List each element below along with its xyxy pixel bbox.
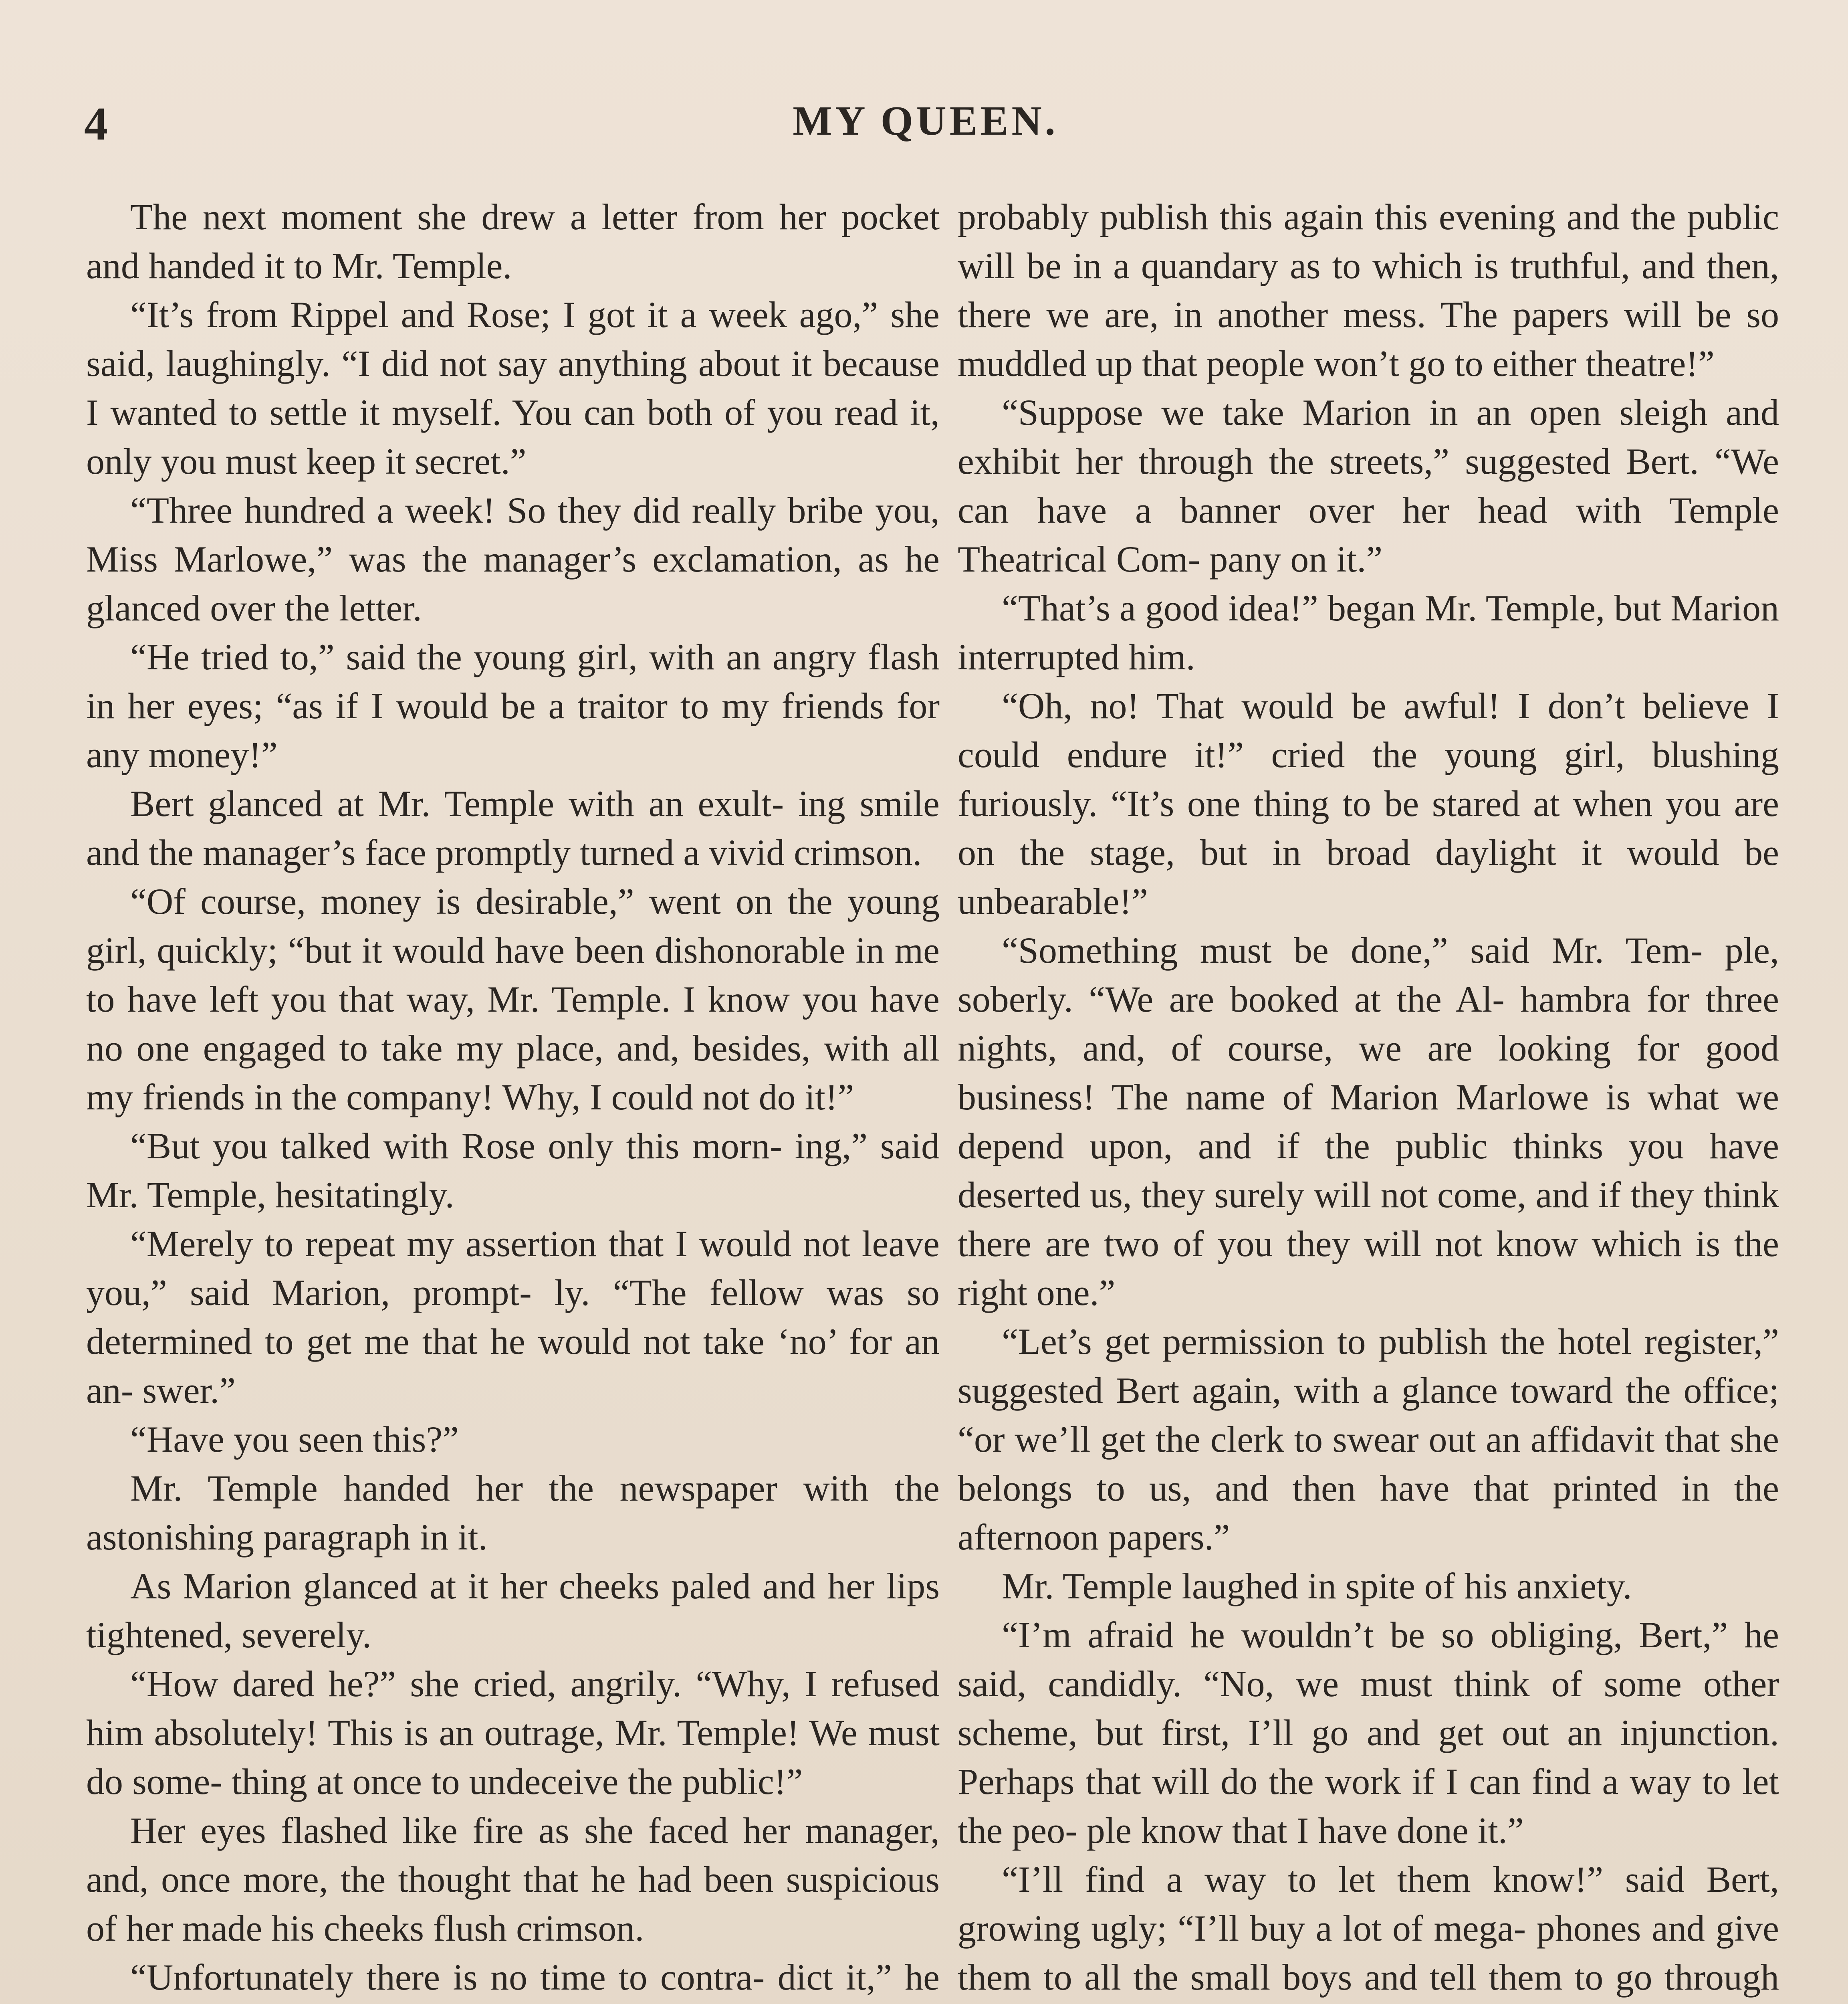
paragraph: Mr. Temple handed her the newspaper with the astonishing paragraph in it. bbox=[86, 1468, 940, 1558]
paragraph: “I’m afraid he wouldn’t be so obliging, Bert,” he said, candidly. “No, we must think of some other scheme, but first, I’ll go and get out an injunction. Perhaps that will do the work if I can find a way to let the peo- ple know that I have done it.” bbox=[958, 1614, 1779, 1851]
paragraph: The next moment she drew a letter from her pocket and handed it to Mr. Temple. bbox=[86, 196, 940, 286]
paragraph: “Oh, no! That would be awful! I don’t believe I could endure it!” cried the young girl, blushing furiously. “It’s one thing to be stared at when you are on the stage, but in broad daylight it would be unbearable!” bbox=[958, 685, 1779, 922]
paragraph: “Of course, money is desirable,” went on the young girl, quickly; “but it would have been dishonorable in me to have left you that way, Mr. Temple. I know you have no one engaged to take my place, and, besides, with all my friends in the company! Why, I could not do it!” bbox=[86, 881, 940, 1117]
paragraph: “He tried to,” said the young girl, with an angry flash in her eyes; “as if I would be a traitor to my friends for any money!” bbox=[86, 636, 940, 775]
paragraph: “Merely to repeat my assertion that I would not leave you,” said Marion, prompt- ly. “The fellow was so determined to get me that he would not take ‘no’ for an an- swer.” bbox=[86, 1223, 940, 1411]
paragraph: “Let’s get permission to publish the hotel register,” suggested Bert again, with a glance toward the office; “or we’ll get the clerk to swear out an affidavit that she belongs to us, and then have that printed in the afternoon papers.” bbox=[958, 1321, 1779, 1558]
paragraph: As Marion glanced at it her cheeks paled and her lips tightened, severely. bbox=[86, 1566, 940, 1655]
continued-paragraph: probably publish this again this evening and the public will be in a quandary as to which is truthful, and then, there we are, in another mess. The papers will be so muddled up that people won’t go to either theatre!” bbox=[958, 196, 1779, 384]
running-title: MY QUEEN. bbox=[793, 98, 1059, 144]
paragraph: “Have you seen this?” bbox=[130, 1419, 459, 1460]
page-number: 4 bbox=[84, 97, 108, 150]
paragraph: “Unfortunately there is no time to contra- dict it,” he bbox=[130, 1957, 940, 1998]
paragraph: Bert glanced at Mr. Temple with an exult- ing smile and the manager’s face promptly turned a vivid crimson. bbox=[86, 783, 940, 873]
paragraph: “Something must be done,” said Mr. Tem- ple, soberly. “We are booked at the Al- hambra for three nights, and, of course, we are looking for good business! The name of Marion Marlowe is what we depend upon, and if the public thinks you have deserted us, they surely will not come, and if they think there are two of you they will not know which is the right one.” bbox=[958, 930, 1779, 1313]
page-header bbox=[84, 97, 1767, 164]
paragraph: “That’s a good idea!” began Mr. Temple, but Marion interrupted him. bbox=[958, 588, 1779, 677]
paragraph: “But you talked with Rose only this morn- ing,” said Mr. Temple, hesitatingly. bbox=[86, 1125, 940, 1215]
paragraph: “Three hundred a week! So they did really bribe you, Miss Marlowe,” was the manager’s exclamation, as he glanced over the letter. bbox=[86, 490, 940, 628]
paragraph: Her eyes flashed like fire as she faced her manager, and, once more, the thought that he had been suspicious of her made his cheeks flush crimson. bbox=[86, 1810, 940, 1949]
right-column bbox=[958, 192, 1779, 2004]
paragraph: “Suppose we take Marion in an open sleigh and exhibit her through the streets,” suggested Bert. “We can have a banner over her head with Temple Theatrical Com- pany on it.” bbox=[958, 392, 1779, 580]
paragraph: “It’s from Rippel and Rose; I got it a week ago,” she said, laughingly. “I did not say anything about it because I wanted to settle it myself. You can both of you read it, only you must keep it secret.” bbox=[86, 294, 940, 482]
paragraph: Mr. Temple laughed in spite of his anxiety. bbox=[1002, 1566, 1632, 1606]
paragraph: “I’ll find a way to let them know!” said Bert, growing ugly; “I’ll buy a lot of mega- phones and give them to all the small boys and tell them to go through bbox=[958, 1859, 1779, 1998]
paragraph: “How dared he?” she cried, angrily. “Why, I refused him absolutely! This is an outrage, Mr. Temple! We must do some- thing at once to undeceive the public!” bbox=[86, 1663, 940, 1802]
left-column bbox=[86, 192, 940, 2004]
